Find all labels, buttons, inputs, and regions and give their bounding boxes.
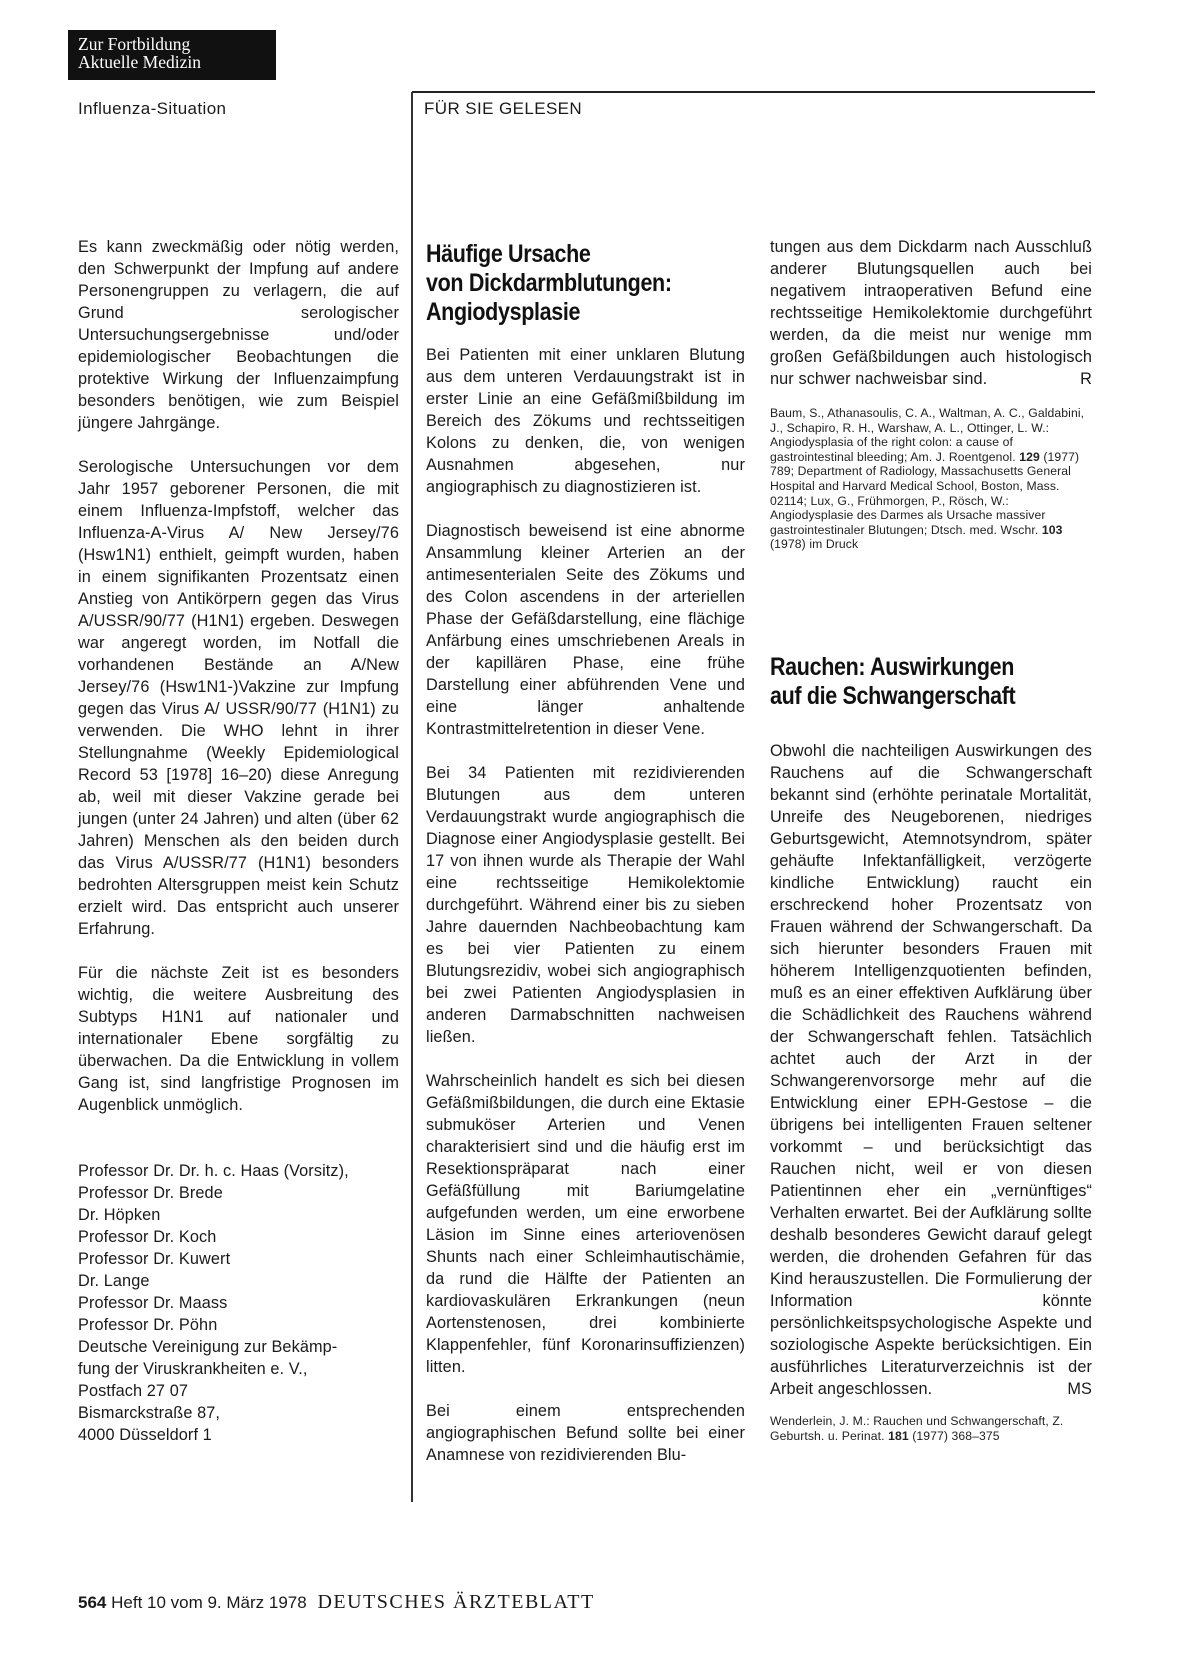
title-line: Angiodysplasie xyxy=(426,298,581,326)
author-line: fung der Viruskrankheiten e. V., xyxy=(78,1360,308,1378)
author-line: Postfach 27 07 xyxy=(78,1382,189,1400)
article-1-paragraph-3: Bei 34 Patienten mit rezidivierenden Blutungen aus dem unteren Verdauungstrakt wurde angiographisch die Diagnose einer Angiodysplasie gestellt. Bei 17 von ihnen wurde als Therapie der Wahl eine rechtsseitige Hemikolektomie durchgeführt. Während einer bis zu sieben Jahre dauernden Nachbeobachtung kam es bei vier Patienten zu einem Blutungsrezidiv, wobei sich angiographisch bei zwei Patienten Angiodysplasien in anderen Darmabschnitten nachweisen ließen. xyxy=(426,764,745,1046)
column-divider xyxy=(411,92,413,1502)
author-line: 4000 Düsseldorf 1 xyxy=(78,1426,212,1444)
title-line: Häufige Ursache xyxy=(426,240,591,268)
author-line: Deutsche Vereinigung zur Bekämp- xyxy=(78,1338,338,1356)
title-line: von Dickdarmblutungen: xyxy=(426,269,672,297)
author-line: Professor Dr. Dr. h. c. Haas (Vorsitz), xyxy=(78,1162,349,1180)
angiodysplasie-column xyxy=(426,344,745,1488)
author-line: Professor Dr. Koch xyxy=(78,1228,217,1246)
right-section-title: FÜR SIE GELESEN xyxy=(424,99,583,118)
author-line: Dr. Lange xyxy=(78,1272,150,1290)
reference-volume: 181 xyxy=(888,1428,909,1443)
left-section-title: Influenza-Situation xyxy=(78,99,227,118)
section-badge xyxy=(68,30,276,80)
article-1-title xyxy=(426,240,736,327)
article-2-paragraph-text: Obwohl die nachteiligen Auswirkungen des Rauchens auf die Schwangerschaft bekannt sind (erhöhte perinatale Mortalität, Unreife des Neugeborenen, niedriges Geburtsgewicht, Atemnotsyndrom, später gehäufte Infektanfälligkeit, verzögerte kindliche Entwicklung) raucht ein erschreckend hoher Prozentsatz von Frauen während der Schwangerschaft. Da sich hierunter besonders Frauen mit höherem Intelligenzquotienten befinden, muß es an einer effektiven Aufklärung über die Schädlichkeit des Rauchens während der Schwangerschaft fehlen. Tatsächlich achtet auch der Arzt in der Schwangerenvorsorge mehr auf die Entwicklung einer EPH-Gestose – die übrigens bei intelligenten Frauen seltener vorkommt – und berücksichtigt das Rauchen nicht, weil er von diesen Patientinnen eher ein „vernünftiges“ Verhalten erwartet. Bei der Aufklärung sollte deshalb besonderes Gewicht darauf gelegt werden, die drohenden Gefahren für das Kind herauszustellen. Die Formulierung der Information könnte persönlichkeitspsychologische Aspekte und soziologische Aspekte berücksichtigen. Ein ausführliches Literaturverzeichnis ist der Arbeit angeschlossen. xyxy=(770,742,1092,1398)
influenza-paragraph-2: Serologische Untersuchungen vor dem Jahr 1957 geborener Personen, die mit einem Influenza-Impfstoff, welcher das Influenza-A-Virus A/ New Jersey/76 (Hsw1N1) enthielt, geimpft wurden, haben in einem signifikanten Prozentsatz einen Anstieg von Antikörpern gegen das Virus A/USSR/90/77 (H1N1) ergeben. Deswegen war angeregt worden, im Notfall die vorhandenen Bestände an A/New Jersey/76 (Hsw1N1-)Vakzine zur Impfung gegen das Virus A/ USSR/90/77 (H1N1) zu verwenden. Die WHO lehnt in ihrer Stellungnahme (Weekly Epidemiological Record 53 [1978] 16–20) diese Anregung ab, weil mit dieser Vakzine gerade bei jungen (unter 24 Jahren) und alten (über 62 Jahren) Menschen als den beiden durch das Virus A/USSR/77 (H1N1) besonders bedrohten Altersgruppen meist kein Schutz erzielt wird. Das entspricht auch unserer Erfahrung. xyxy=(78,458,399,938)
article-2-paragraph-1 xyxy=(770,740,1092,1400)
page-footer xyxy=(78,1591,595,1614)
reference-text: Baum, S., Athanasoulis, C. A., Waltman, A. C., Galdabini, J., Schapiro, R. H., Warshaw, A. L., Ottinger, L. W.: Angiodysplasia of the right colon: a cause of gastrointestinal bleeding; Am. J. Roentgenol. xyxy=(770,406,1085,464)
article-1-paragraph-1: Bei Patienten mit einer unklaren Blutung aus dem unteren Verdauungstrakt ist in erster Linie an eine Gefäßmißbildung im Bereich des Zökums und rechtsseitigen Kolons zu denken, die, von wenigen Ausnahmen abgesehen, nur angiographisch zu diagnostizieren ist. xyxy=(426,346,745,496)
article-1-paragraph-5: Bei einem entsprechenden angiographischen Befund sollte bei einer Anamnese von rezidivierenden Blu- xyxy=(426,1402,745,1464)
article-1-paragraph-4: Wahrscheinlich handelt es sich bei diesen Gefäßmißbildungen, die durch eine Ektasie submuköser Arterien und Venen charakterisiert sind und die häufig erst im Resektionspräparat nach einer Gefäßfüllung mit Bariumgelatine aufgefunden werden, um eine erworbene Läsion im Sinne eines arteriovenösen Shunts nach einer Schleimhautischämie, da rund die Hälfte der Patienten an kardiovaskulären Erkrankungen (neun Aortenstenosen, drei kombinierte Klappenfehler, fünf Koronarinsuffizienzen) litten. xyxy=(426,1072,745,1376)
influenza-paragraph-1: Es kann zweckmäßig oder nötig werden, den Schwerpunkt der Impfung auf andere Personengruppen zu verlagern, die auf Grund serologischer Untersuchungsergebnisse und/oder epidemiologischer Beobachtungen die protektive Wirkung der Influenzaimpfung besonders benötigen, wie zum Beispiel jüngere Jahrgänge. xyxy=(78,238,399,432)
author-line: Professor Dr. Maass xyxy=(78,1294,228,1312)
article-2-signature: MS xyxy=(1067,1380,1092,1398)
article-1-references xyxy=(770,406,1092,552)
reference-volume: 103 xyxy=(1041,522,1063,537)
article-1-paragraph-2: Diagnostisch beweisend ist eine abnorme Ansammlung kleiner Arterien an der antimesenterialen Seite des Zökums und des Colon ascendens in der arteriellen Phase der Gefäßdarstellung, eine flächige Anfärbung eines umschriebenen Areals in der kapillären Phase, eine frühe Darstellung einer abführenden Vene und eine länger anhaltende Kontrastmittelretention in dieser Vene. xyxy=(426,522,745,738)
article-2-references xyxy=(770,1414,1092,1443)
article-1-signature: R xyxy=(1080,370,1092,388)
reference-text: (1977) 368–375 xyxy=(912,1428,1000,1443)
author-line: Professor Dr. Kuwert xyxy=(78,1250,231,1268)
influenza-paragraph-3: Für die nächste Zeit ist es besonders wichtig, die weitere Ausbreitung des Subtyps H1N1 auf nationaler und internationaler Ebene sorgfältig zu überwachen. Da die Entwicklung in vollem Gang ist, sind langfristige Prognosen im Augenblick unmöglich. xyxy=(78,964,399,1114)
author-line: Dr. Höpken xyxy=(78,1206,161,1224)
article-1-paragraph-6-text: tungen aus dem Dickdarm nach Ausschluß anderer Blutungsquellen auch bei negativem intraoperativen Befund eine rechtsseitige Hemikolektomie durchgeführt werden, da die meist nur wenige mm großen Gefäßbildungen auch histologisch nur schwer nachweisbar sind. xyxy=(770,238,1092,388)
reference-text: (1977) 789; Department of Radiology, Massachusetts General Hospital and Harvard Medical School, Boston, Mass. 02114; Lux, G., Frühmorgen, P., Rösch, W.: Angiodysplasie des Darmes als Ursache massiver gastrointestinaler Blutungen; Dtsch. med. Wschr. xyxy=(770,449,1080,537)
reference-text: (1978) im Druck xyxy=(770,537,859,552)
title-line: auf die Schwangerschaft xyxy=(770,682,1016,710)
header-rule xyxy=(412,91,1095,93)
influenza-column xyxy=(78,236,399,1446)
journal-name: DEUTSCHES ÄRZTEBLATT xyxy=(317,1591,595,1613)
article-2-title xyxy=(770,653,1080,711)
author-list xyxy=(78,1160,399,1446)
reference-volume: 129 xyxy=(1019,449,1040,464)
article-1-paragraph-6 xyxy=(770,236,1092,390)
title-line: Rauchen: Auswirkungen xyxy=(770,653,1015,681)
reference-text: Wenderlein, J. M.: Rauchen und Schwangerschaft, Z. Geburtsh. u. Perinat. xyxy=(770,1414,1064,1443)
author-line: Professor Dr. Brede xyxy=(78,1184,223,1202)
author-line: Professor Dr. Pöhn xyxy=(78,1316,218,1334)
page-number: 564 xyxy=(78,1593,107,1612)
rauchen-column xyxy=(770,740,1092,1443)
right-column xyxy=(770,236,1092,552)
badge-line-2: Aktuelle Medizin xyxy=(78,52,201,72)
badge-line-1: Zur Fortbildung xyxy=(78,34,191,54)
issue-info: Heft 10 vom 9. März 1978 xyxy=(111,1593,307,1612)
author-line: Bismarckstraße 87, xyxy=(78,1404,221,1422)
